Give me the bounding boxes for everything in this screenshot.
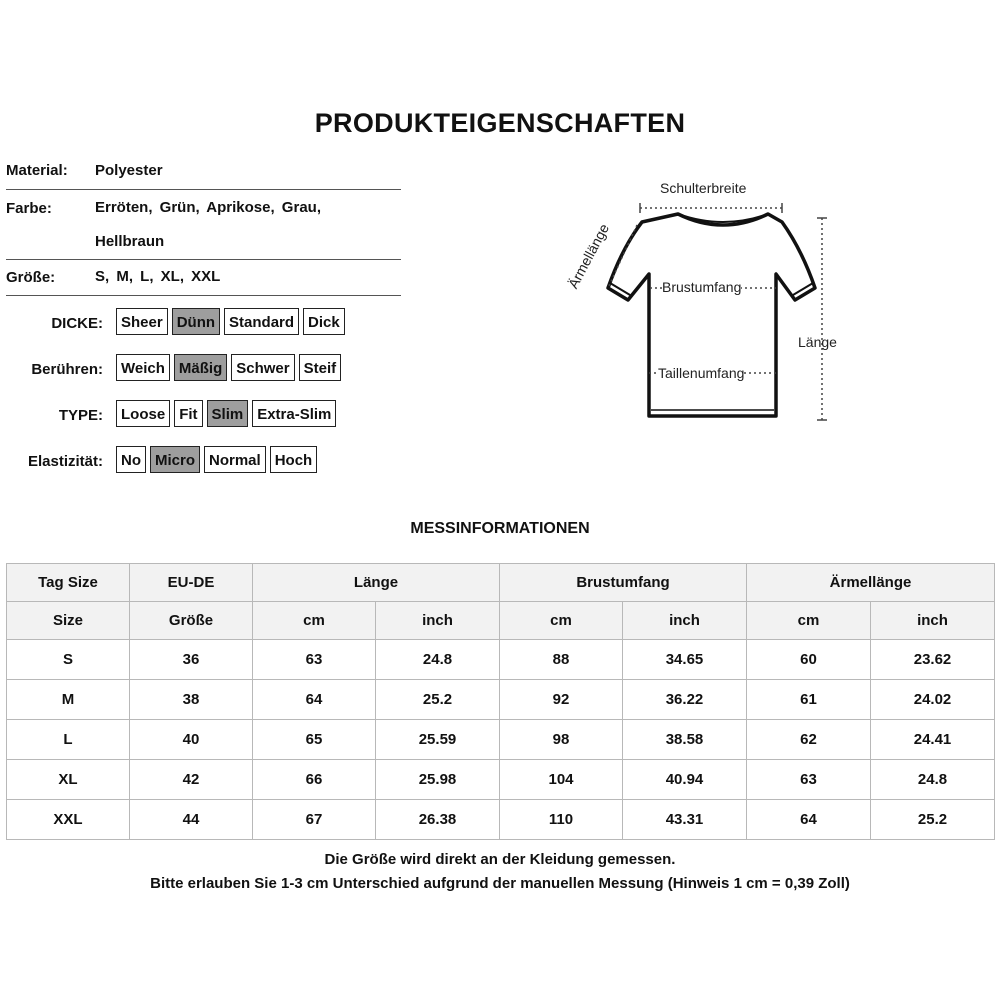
color-value-line1: Erröten, Grün, Aprikose, Grau, [95, 199, 321, 216]
divider [6, 259, 401, 260]
table-cell: 88 [500, 640, 623, 680]
size-label: Größe: [6, 269, 56, 286]
table-cell: M [7, 680, 130, 720]
table-cell: L [7, 720, 130, 760]
header-cell: Tag Size [7, 564, 130, 602]
size-table [6, 563, 995, 840]
table-cell: 66 [253, 760, 376, 800]
material-value: Polyester [95, 162, 163, 179]
option-dick: Dick [303, 308, 345, 335]
note-line-2: Bitte erlauben Sie 1-3 cm Unterschied aufgrund der manuellen Messung (Hinweis 1 cm = 0,39 Zoll) [150, 875, 850, 892]
table-row [7, 680, 995, 720]
option-normal: Normal [204, 446, 266, 473]
table-cell: 23.62 [871, 640, 995, 680]
header-cell: cm [747, 602, 871, 640]
divider [6, 189, 401, 190]
table-cell: 67 [253, 800, 376, 840]
option-extra-slim: Extra-Slim [252, 400, 336, 427]
chest-label: Brustumfang [662, 279, 742, 295]
table-cell: 65 [253, 720, 376, 760]
option-slim: Slim [207, 400, 249, 427]
option-steif: Steif [299, 354, 342, 381]
table-cell: 98 [500, 720, 623, 760]
option-no: No [116, 446, 146, 473]
measurement-title: MESSINFORMATIONEN [410, 520, 590, 537]
table-cell: 104 [500, 760, 623, 800]
table-cell: 40.94 [623, 760, 747, 800]
table-cell: 25.59 [376, 720, 500, 760]
option-hoch: Hoch [270, 446, 318, 473]
table-cell: XXL [7, 800, 130, 840]
note-line-1: Die Größe wird direkt an der Kleidung gemessen. [324, 851, 676, 868]
tshirt-outline-icon [550, 170, 850, 440]
header-cell: inch [623, 602, 747, 640]
material-label: Material: [6, 162, 68, 179]
table-cell: 25.2 [376, 680, 500, 720]
table-row [7, 800, 995, 840]
table-cell: 92 [500, 680, 623, 720]
table-cell: 110 [500, 800, 623, 840]
elasticity-options [116, 446, 317, 473]
table-subheader-row [7, 602, 995, 640]
color-value-line2: Hellbraun [95, 233, 165, 250]
table-row [7, 760, 995, 800]
table-cell: 64 [747, 800, 871, 840]
header-cell: Länge [253, 564, 500, 602]
header-cell: cm [253, 602, 376, 640]
header-cell: inch [376, 602, 500, 640]
header-cell: Ärmellänge [747, 564, 995, 602]
touch-label: Berühren: [31, 361, 103, 378]
waist-label: Taillenumfang [658, 365, 745, 381]
table-cell: 38 [130, 680, 253, 720]
table-row [7, 640, 995, 680]
table-cell: 43.31 [623, 800, 747, 840]
page-title: PRODUKTEIGENSCHAFTEN [314, 108, 686, 138]
table-cell: 64 [253, 680, 376, 720]
thickness-options [116, 308, 345, 335]
table-cell: 60 [747, 640, 871, 680]
option-duenn: Dünn [172, 308, 220, 335]
option-maessig: Mäßig [174, 354, 227, 381]
option-fit: Fit [174, 400, 202, 427]
option-standard: Standard [224, 308, 299, 335]
table-cell: 61 [747, 680, 871, 720]
table-cell: 26.38 [376, 800, 500, 840]
thickness-label: DICKE: [51, 315, 103, 332]
table-cell: 42 [130, 760, 253, 800]
divider [6, 295, 401, 296]
table-cell: 24.02 [871, 680, 995, 720]
option-micro: Micro [150, 446, 200, 473]
table-cell: 24.8 [871, 760, 995, 800]
table-cell: 25.98 [376, 760, 500, 800]
option-schwer: Schwer [231, 354, 294, 381]
table-cell: 44 [130, 800, 253, 840]
elasticity-label: Elastizität: [27, 453, 103, 470]
header-cell: EU-DE [130, 564, 253, 602]
size-value: S, M, L, XL, XXL [95, 268, 221, 285]
table-cell: 34.65 [623, 640, 747, 680]
type-label: TYPE: [58, 407, 103, 424]
header-cell: Size [7, 602, 130, 640]
option-loose: Loose [116, 400, 170, 427]
option-weich: Weich [116, 354, 170, 381]
header-cell: Brustumfang [500, 564, 747, 602]
table-cell: S [7, 640, 130, 680]
tshirt-diagram [550, 170, 850, 440]
table-cell: 62 [747, 720, 871, 760]
table-cell: 63 [747, 760, 871, 800]
sleeve-length-label: Ärmellänge [564, 220, 613, 292]
table-cell: 38.58 [623, 720, 747, 760]
header-cell: Größe [130, 602, 253, 640]
shoulder-width-label: Schulterbreite [660, 180, 747, 196]
table-header-row [7, 564, 995, 602]
header-cell: cm [500, 602, 623, 640]
table-cell: 40 [130, 720, 253, 760]
color-label: Farbe: [6, 200, 52, 217]
option-sheer: Sheer [116, 308, 168, 335]
table-cell: XL [7, 760, 130, 800]
table-cell: 36 [130, 640, 253, 680]
table-cell: 63 [253, 640, 376, 680]
header-cell: inch [871, 602, 995, 640]
type-options [116, 400, 336, 427]
table-cell: 25.2 [871, 800, 995, 840]
table-cell: 24.8 [376, 640, 500, 680]
length-label: Länge [798, 334, 837, 350]
table-row [7, 720, 995, 760]
table-cell: 24.41 [871, 720, 995, 760]
touch-options [116, 354, 341, 381]
table-cell: 36.22 [623, 680, 747, 720]
